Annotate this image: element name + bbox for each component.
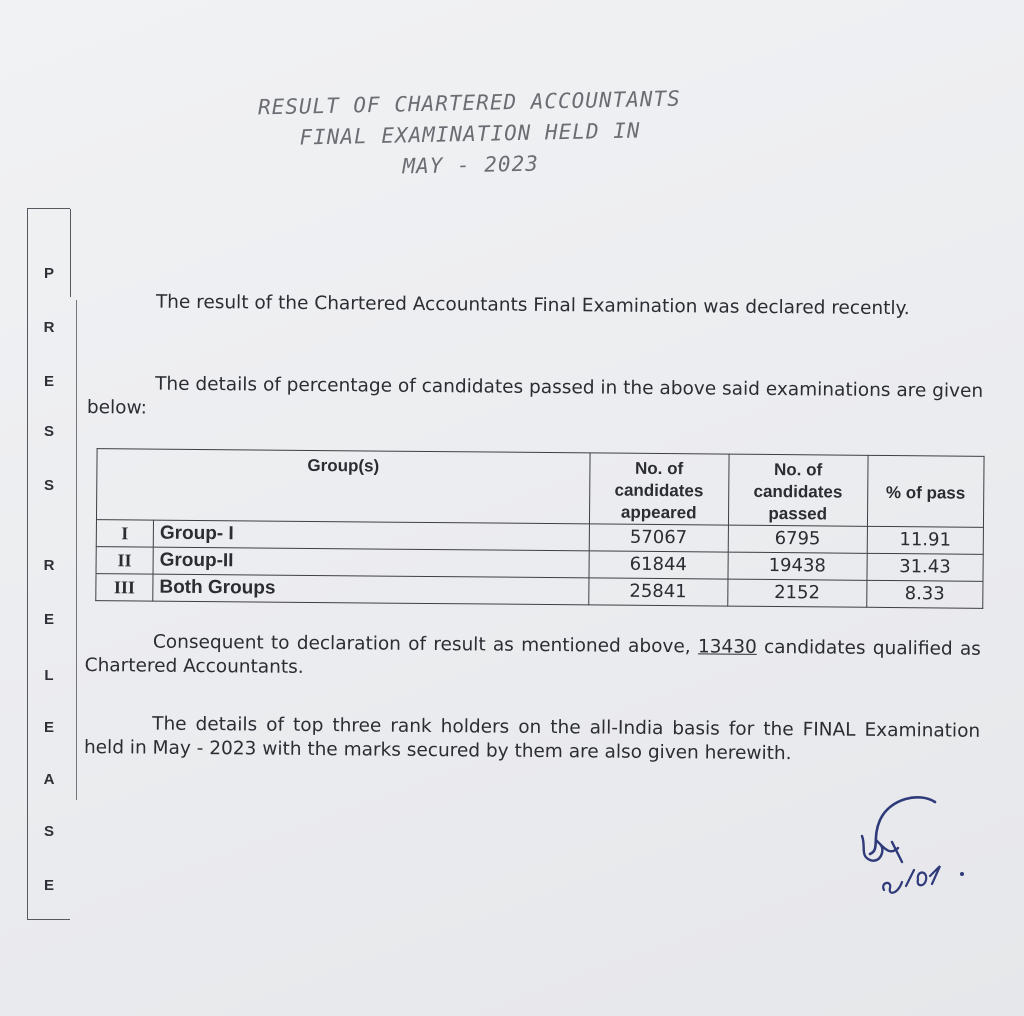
side-letter: A bbox=[43, 771, 55, 788]
side-letter: E bbox=[43, 373, 54, 390]
side-letter: L bbox=[44, 667, 54, 684]
side-letter: E bbox=[43, 877, 54, 894]
side-letter: S bbox=[43, 423, 54, 440]
row-passed: 2152 bbox=[727, 579, 866, 607]
row-group: Group- I bbox=[153, 520, 589, 551]
header-pass-percent: % of pass bbox=[867, 455, 984, 527]
paragraph-rank-holders bbox=[84, 712, 980, 768]
row-passed: 6795 bbox=[728, 525, 867, 553]
paragraph-details-intro bbox=[87, 372, 983, 428]
document-heading bbox=[149, 81, 791, 187]
paragraph-text: The details of percentage of candidates passed in the above said examinations are given below: bbox=[86, 373, 984, 419]
side-letter: E bbox=[43, 611, 54, 628]
heading-line-3: MAY - 2023 bbox=[402, 151, 540, 179]
header-groups: Group(s) bbox=[96, 449, 589, 524]
press-release-side-label bbox=[27, 208, 70, 920]
paragraph-text: The result of the Chartered Accountants Final Examination was declared recently. bbox=[155, 291, 910, 320]
side-letter: S bbox=[43, 823, 54, 840]
row-pass-percent: 11.91 bbox=[867, 526, 984, 554]
side-letter: R bbox=[43, 319, 55, 336]
paragraph-text: The details of top three rank holders on the all-India basis for the FINAL Examination held in May - 2023 with the marks secured by them are also given herewith. bbox=[83, 713, 981, 765]
row-appeared: 25841 bbox=[588, 578, 727, 606]
heading-line-2: FINAL EXAMINATION HELD IN bbox=[299, 118, 641, 150]
header-passed: No. of candidates passed bbox=[728, 454, 868, 526]
row-passed: 19438 bbox=[728, 552, 867, 580]
margin-line bbox=[76, 300, 77, 800]
side-letter: P bbox=[43, 265, 54, 282]
row-appeared: 61844 bbox=[589, 551, 728, 579]
row-group: Both Groups bbox=[153, 574, 589, 605]
paragraph-qualified bbox=[85, 630, 981, 686]
row-roman: III bbox=[96, 574, 153, 601]
side-letter: E bbox=[43, 719, 54, 736]
side-letter: S bbox=[43, 477, 54, 494]
side-letter: R bbox=[43, 557, 55, 574]
row-group: Group-II bbox=[153, 547, 589, 578]
handwritten-signature bbox=[840, 790, 970, 910]
paragraph-result-declared bbox=[88, 290, 984, 322]
header-appeared: No. of candidates appeared bbox=[589, 453, 729, 525]
row-roman: I bbox=[96, 520, 153, 547]
paragraph-text: candidates qualified as Chartered Accountants. bbox=[84, 636, 981, 678]
row-roman: II bbox=[96, 547, 153, 574]
document-body bbox=[83, 288, 986, 765]
row-pass-percent: 8.33 bbox=[866, 580, 983, 608]
row-pass-percent: 31.43 bbox=[867, 553, 984, 581]
row-appeared: 57067 bbox=[589, 524, 728, 552]
qualified-count: 13430 bbox=[697, 636, 757, 658]
paragraph-text: Consequent to declaration of result as mentioned above, bbox=[152, 631, 691, 658]
heading-line-1: RESULT OF CHARTERED ACCOUNTANTS bbox=[257, 86, 682, 120]
results-table bbox=[95, 448, 984, 609]
